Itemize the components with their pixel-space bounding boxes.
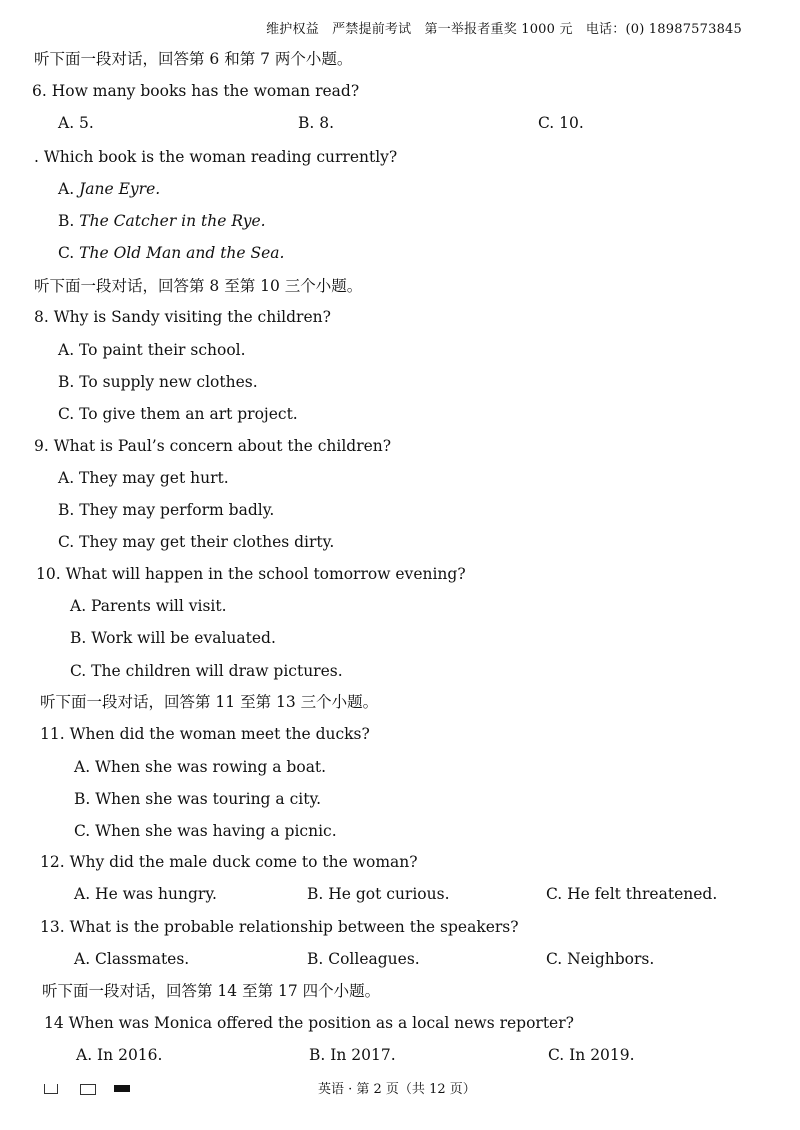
question-7-option-a (58, 179, 160, 199)
question-9-option-b: B. They may perform badly. (58, 501, 275, 519)
question-12-option-b: B. He got curious. (307, 885, 450, 903)
alignment-mark-icon (114, 1085, 130, 1092)
question-7-option-c (58, 243, 284, 263)
alignment-mark-icon (44, 1084, 58, 1094)
question-6-stem: 6. How many books has the woman read? (32, 82, 360, 100)
question-8-option-c: C. To give them an art project. (58, 405, 298, 423)
section-instruction-2: 听下面一段对话，回答第 8 至第 10 三个小题。 (34, 277, 363, 295)
question-12-option-a: A. He was hungry. (74, 885, 217, 903)
section-instruction-4: 听下面一段对话，回答第 14 至第 17 四个小题。 (42, 982, 381, 1000)
question-9-option-a: A. They may get hurt. (58, 469, 229, 487)
question-8-option-a: A. To paint their school. (58, 341, 246, 359)
question-6-option-a: A. 5. (58, 114, 94, 132)
book-title: Jane Eyre. (79, 180, 161, 198)
page-number: 英语 · 第 2 页（共 12 页） (318, 1082, 476, 1097)
question-13-option-c: C. Neighbors. (546, 950, 655, 968)
question-6-option-c: C. 10. (538, 114, 584, 132)
question-10-option-c: C. The children will draw pictures. (70, 662, 343, 680)
question-14-option-a: A. In 2016. (76, 1046, 163, 1064)
question-11-option-b: B. When she was touring a city. (74, 790, 322, 808)
option-letter: B. (58, 212, 80, 230)
question-6-option-b: B. 8. (298, 114, 335, 132)
alignment-mark-icon (80, 1084, 96, 1095)
page-footer (0, 1078, 800, 1102)
option-letter: A. (58, 180, 80, 198)
question-11-option-a: A. When she was rowing a boat. (74, 758, 327, 776)
section-instruction-3: 听下面一段对话，回答第 11 至第 13 三个小题。 (40, 693, 379, 711)
question-14-option-b: B. In 2017. (309, 1046, 396, 1064)
question-9-option-c: C. They may get their clothes dirty. (58, 533, 335, 551)
question-7-option-b (58, 211, 266, 231)
question-8-option-b: B. To supply new clothes. (58, 373, 258, 391)
page-header: 维护权益 严禁提前考试 第一举报者重奖 1000 元 电话：(0) 18987573845 (266, 22, 742, 37)
question-14-stem: 14 When was Monica offered the position as a local news reporter? (44, 1014, 574, 1032)
book-title: The Catcher in the Rye. (79, 212, 266, 230)
question-13-stem: 13. What is the probable relationship between the speakers? (40, 918, 519, 936)
question-7-stem: . Which book is the woman reading currently? (34, 148, 398, 166)
question-10-option-b: B. Work will be evaluated. (70, 629, 276, 647)
question-13-option-a: A. Classmates. (74, 950, 190, 968)
question-12-option-c: C. He felt threatened. (546, 885, 718, 903)
question-11-stem: 11. When did the woman meet the ducks? (40, 725, 370, 743)
question-10-option-a: A. Parents will visit. (70, 597, 227, 615)
question-13-option-b: B. Colleagues. (307, 950, 420, 968)
question-10-stem: 10. What will happen in the school tomorrow evening? (36, 565, 466, 583)
question-8-stem: 8. Why is Sandy visiting the children? (34, 308, 331, 326)
book-title: The Old Man and the Sea. (79, 244, 285, 262)
section-instruction-1: 听下面一段对话，回答第 6 和第 7 两个小题。 (34, 50, 353, 68)
question-14-option-c: C. In 2019. (548, 1046, 635, 1064)
question-9-stem: 9. What is Paul’s concern about the children? (34, 437, 392, 455)
question-11-option-c: C. When she was having a picnic. (74, 822, 337, 840)
question-12-stem: 12. Why did the male duck come to the woman? (40, 853, 418, 871)
option-letter: C. (58, 244, 80, 262)
